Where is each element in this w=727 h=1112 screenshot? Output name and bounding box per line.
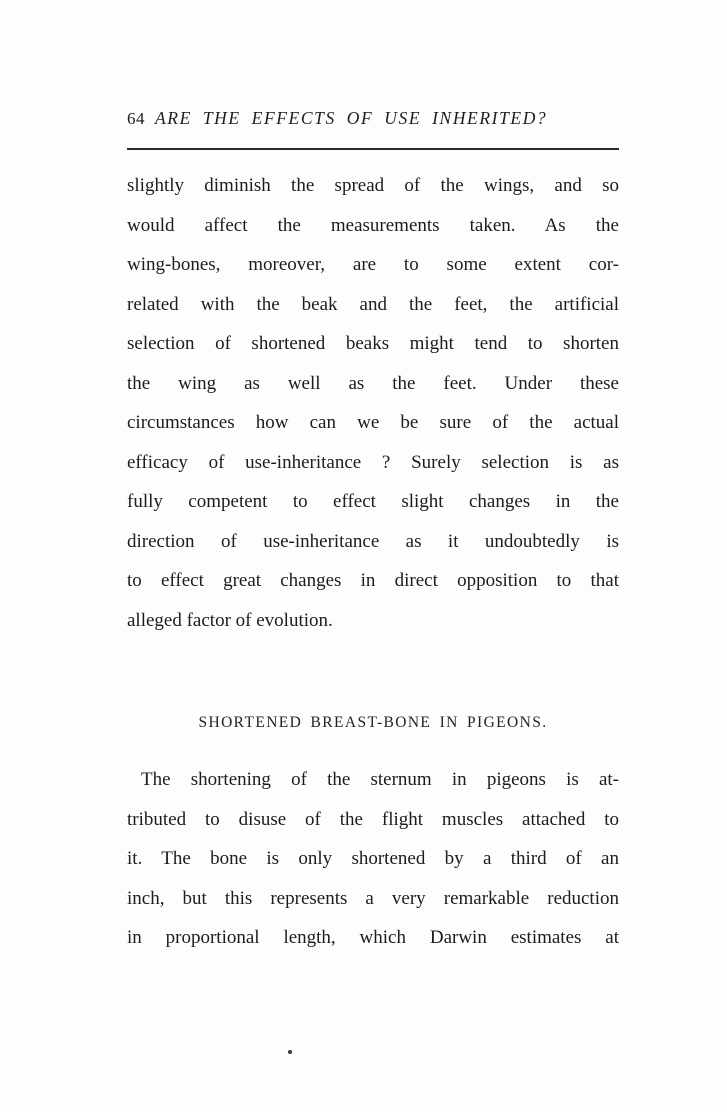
running-header — [127, 108, 619, 129]
paragraph-2 — [127, 760, 619, 958]
text-line: to effect great changes in direct opposition to that — [127, 570, 619, 591]
text-line: tributed to disuse of the flight muscles attached to — [127, 808, 619, 830]
text-line: selection of shortened beaks might tend to shorten — [127, 333, 619, 354]
text-line: The shortening of the sternum in pigeons is at- — [141, 769, 619, 790]
page-number: 64 — [127, 109, 145, 128]
text-line: slightly diminish the spread of the wings, and so — [127, 175, 619, 196]
text-line: the wing as well as the feet. Under these — [127, 372, 619, 394]
printers-dot-artifact — [288, 1050, 292, 1054]
text-line: efficacy of use-inheritance ? Surely selection is as — [127, 451, 619, 473]
section-heading: SHORTENED BREAST-BONE IN PIGEONS. — [198, 714, 548, 731]
text-line: alleged factor of evolution. — [127, 609, 333, 631]
header-rule — [127, 148, 619, 150]
text-line: it. The bone is only shortened by a third of an — [127, 848, 619, 869]
text-line: circumstances how can we be sure of the actual — [127, 412, 619, 433]
paragraph-1 — [127, 166, 619, 640]
text-line: would affect the measurements taken. As the — [127, 214, 619, 236]
text-line: inch, but this represents a very remarkable reduction — [127, 887, 619, 909]
text-line: fully competent to effect slight changes in the — [127, 491, 619, 512]
running-title: ARE THE EFFECTS OF USE INHERITED? — [155, 108, 548, 128]
text-line: in proportional length, which Darwin estimates at — [127, 927, 619, 948]
text-line: wing-bones, moreover, are to some extent cor- — [127, 254, 619, 275]
text-line: related with the beak and the feet, the artificial — [127, 293, 619, 315]
text-line: direction of use-inheritance as it undoubtedly is — [127, 530, 619, 552]
